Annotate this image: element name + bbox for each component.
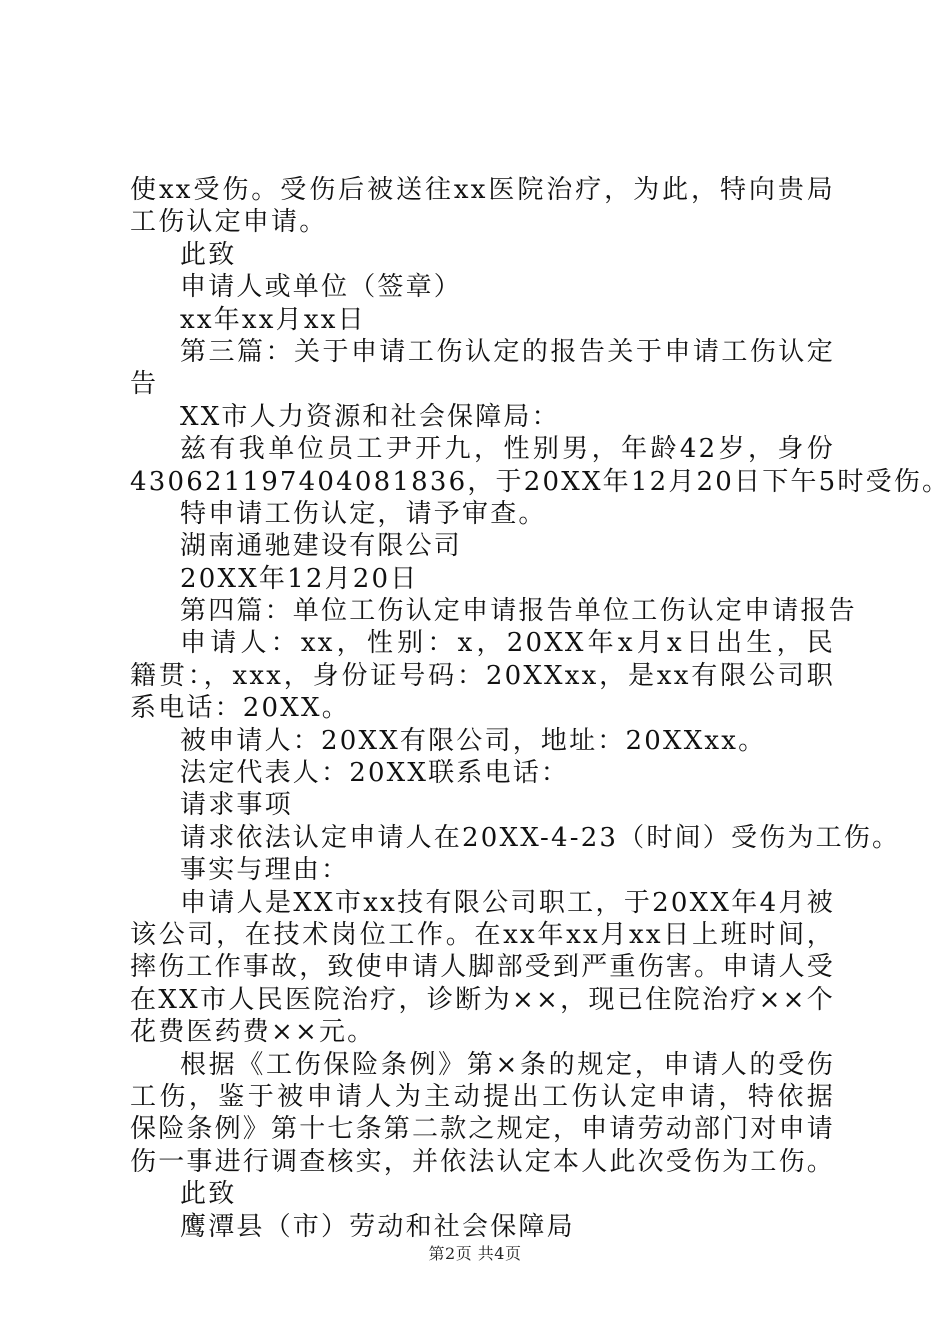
text-line: 事实与理由： [180, 855, 350, 886]
text-line: 20XX年12月20日 [180, 563, 419, 594]
text-line: 申请人或单位（签章） [180, 272, 463, 303]
text-line: 特申请工伤认定，请予审查。 [180, 498, 547, 529]
text-line: 伤一事进行调查核实，并依法认定本人此次受伤为工伤。 [130, 1146, 836, 1177]
text-line: 鹰潭县（市）劳动和社会保障局 [180, 1211, 575, 1242]
text-line: 第三篇：关于申请工伤认定的报告关于申请工伤认定 [180, 336, 835, 367]
text-line: 被申请人：20XX有限公司，地址：20XXxx。 [180, 725, 767, 756]
text-line: 法定代表人：20XX联系电话： [180, 758, 570, 789]
text-line: 此致 [180, 1179, 237, 1210]
text-line: 籍贯：，xxx，身份证号码：20XXxx，是xx有限公司职 [130, 660, 835, 691]
text-line: 花费医药费××元。 [130, 1017, 376, 1048]
text-line: 摔伤工作事故，致使申请人脚部受到严重伤害。申请人受 [130, 952, 835, 983]
text-line: 保险条例》第十七条第二款之规定，申请劳动部门对申请 [130, 1114, 835, 1145]
text-line: 申请人：xx，性别：x，20XX年x月x日出生，民 [180, 628, 835, 659]
text-line: 工伤，鉴于被申请人为主动提出工伤认定申请，特依据 [130, 1081, 835, 1112]
page-footer: 第2页 共4页 [428, 1244, 522, 1263]
text-line: 430621197404081836，于20XX年12月20日下午5时受伤。 [130, 466, 950, 497]
text-line: 请求依法认定申请人在20XX-4-23（时间）受伤为工伤。 [180, 822, 901, 853]
text-line: xx年xx月xx日 [180, 304, 366, 335]
text-line: 湖南通驰建设有限公司 [180, 531, 463, 562]
text-line: 使xx受伤。受伤后被送往xx医院治疗，为此，特向贵局 [130, 175, 835, 205]
text-line: 在XX市人民医院治疗，诊断为××，现已住院治疗××个 [130, 984, 835, 1015]
document-body [130, 174, 950, 1243]
text-line: 系电话：20XX。 [130, 693, 350, 724]
text-line: 兹有我单位员工尹开九，性别男，年龄42岁，身份 [180, 434, 835, 465]
text-line: XX市人力资源和社会保障局： [180, 401, 560, 432]
text-line: 请求事项 [180, 790, 293, 821]
text-line: 工伤认定申请。 [130, 207, 328, 238]
text-line: 根据《工伤保险条例》第×条的规定，申请人的受伤 [180, 1049, 835, 1080]
text-line: 告 [130, 369, 159, 400]
text-line: 该公司，在技术岗位工作。在xx年xx月xx日上班时间， [130, 919, 835, 950]
text-line: 申请人是XX市xx技有限公司职工，于20XX年4月被 [180, 887, 835, 918]
text-line: 第四篇：单位工伤认定申请报告单位工伤认定申请报告 [180, 596, 857, 627]
text-line: 此致 [180, 239, 237, 270]
